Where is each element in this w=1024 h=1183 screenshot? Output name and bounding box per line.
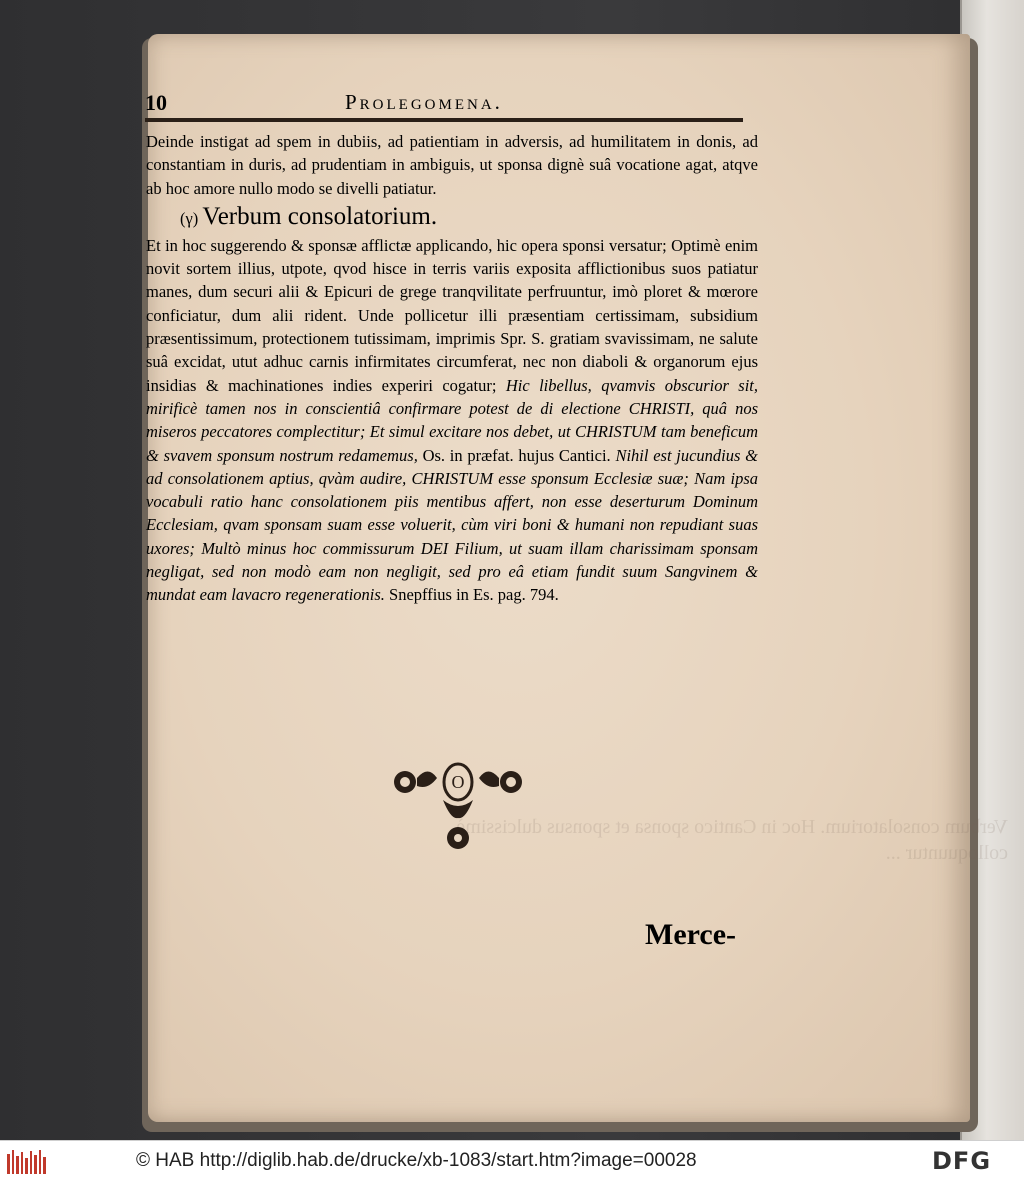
paragraph-2 (146, 234, 758, 607)
para2-roman: Et in hoc suggerendo & sponsæ afflictæ applicando, hic opera sponsi versatur; Optimè enim novit sortem illius, utpote, qvod hisce in terris variis exposita afflictionibus suos patiatur manes, dum securi alii & Epicuri de grege tranqvilitate perfruuntur, imò ploret & mœrore conficiatur, dum alii rident. Unde pollicetur illi præsentiam certissimam, subsidium præsentissimum, protectionem tutissimam, imprimis Spr. S. gratiam svavissimam, ne salute suâ excidat, utut adhuc carnis infirmitates circumferat, nec non diaboli & organorum ejus insidias & machinationes indies experiri cogatur; (146, 235, 758, 395)
dfg-logo: DFG (932, 1147, 992, 1175)
footer-bar (0, 1140, 1024, 1183)
page-number: 10 (145, 90, 167, 115)
leaf-cluster-icon (443, 800, 473, 818)
body-text (146, 130, 758, 607)
ornament-letter: O (451, 772, 465, 792)
show-through-text: Verbum consolatorium. Hoc in Cantico sponsa et sponsus dulcissimè colloquuntur ... (456, 816, 1008, 864)
para2-italic-quote-2: Nihil est jucundius & ad consolationem aptius, qvàm audire, CHRISTUM esse sponsum Ecclesiæ suæ; Nam ipsa vocabuli ratio hanc consolationem piis mentibus affert, non esse deserturum Dominum Ecclesiam, qvam sponsam suam esse voluerit, cùm viri boni & humani non repudiant suas uxores; Multò minus hoc commissurum DEI Filium, ut suam illam charissimam sponsam negligat, sed non modò eam non negligit, sed pro eâ etiam fundit suum Sangvinem & mundat eam lavacro regenerationis. (146, 445, 759, 605)
header-rule (145, 118, 743, 122)
section-marker: (γ) (180, 208, 199, 228)
catchword: Merce- (645, 918, 737, 951)
running-head (145, 82, 745, 122)
hab-logo-icon (6, 1148, 50, 1176)
printer-ornament (383, 760, 533, 860)
section-heading (180, 200, 758, 234)
header-title: Prolegomena. (345, 90, 503, 114)
paragraph-1: Deinde instigat ad spem in dubiis, ad patientiam in adversis, ad humilitatem in donis, ad constantiam in duris, ad prudentiam in ambiguis, ut sponsa dignè suâ vocatione agat, atqve ab hoc amore nullo modo se divelli patiatur. (146, 132, 758, 198)
section-title: Verbum consolatorium. (202, 202, 438, 230)
para2-italic-quote-1: Hic libellus, qvamvis obscurior sit, mirificè tamen nos in conscientiâ confirmare potest de di electione CHRISTI, quâ nos miseros peccatores complectitur; Et simul excitare nos debet, ut CHRISTUM tam beneficum & svavem sponsum nostrum redamemus, (146, 375, 758, 465)
para2-citation: Snepffius in Es. pag. 794. (389, 585, 559, 605)
source-url-link[interactable]: © HAB http://diglib.hab.de/drucke/xb-1083/start.htm?image=00028 (136, 1150, 697, 1171)
para2-reference: Os. in præfat. hujus Cantici. (422, 445, 611, 465)
